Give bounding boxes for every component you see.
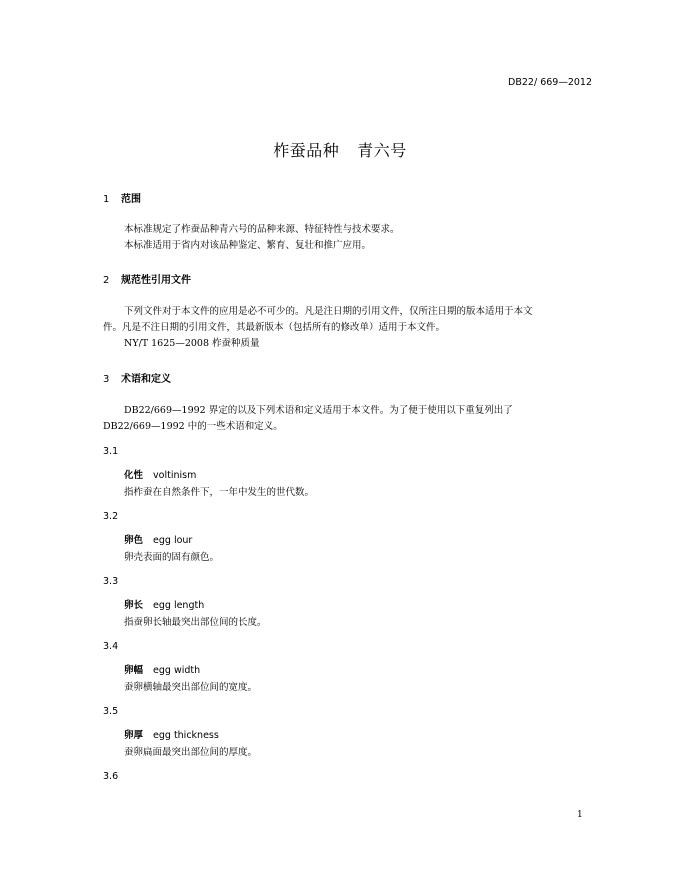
term-number: 3.3: [103, 576, 119, 587]
page-number: 1: [577, 810, 583, 820]
section-title: 范围: [121, 194, 141, 205]
term-number: 3.6: [103, 771, 119, 782]
section-number: 1: [103, 194, 110, 205]
section-3-line-1: DB22/669—1992 界定的以及下列术语和定义适用于本文件。为了便于使用以下重复列出了: [124, 405, 513, 416]
section-1-line-1: 本标准规定了柞蚕品种青六号的品种来源、特征特性与技术要求。: [124, 224, 400, 235]
term-en: egg lour: [153, 535, 193, 546]
title-part-2: 青六号: [357, 141, 407, 160]
term-cn: 卵色: [124, 535, 144, 546]
term-definition: 指蚕卵长轴最突出部位间的长度。: [124, 617, 267, 628]
term-number: 3.4: [103, 641, 119, 652]
term-cn: 卵厚: [124, 730, 144, 741]
section-1-heading: [103, 190, 141, 205]
term-cn: 卵长: [124, 600, 144, 611]
term-entry: [124, 467, 196, 481]
section-3-line-2: DB22/669—1992 中的一些术语和定义。: [103, 421, 283, 432]
term-en: egg thickness: [153, 730, 219, 741]
term-cn: 卵幅: [124, 665, 144, 676]
term-number: 3.1: [103, 446, 119, 457]
section-2-line-3: NY/T 1625—2008 柞蚕种质量: [124, 338, 260, 349]
term-entry: [124, 727, 219, 741]
section-2-line-1: 下列文件对于本文件的应用是必不可少的。凡是注日期的引用文件，仅所注日期的版本适用于本文: [124, 306, 533, 317]
section-2-line-2: 件。凡是不注日期的引用文件，其最新版本（包括所有的修改单）适用于本文件。: [103, 322, 446, 333]
section-title: 术语和定义: [121, 374, 171, 385]
standard-code: DB22/ 669—2012: [508, 77, 592, 88]
section-title: 规范性引用文件: [121, 275, 191, 286]
term-cn: 化性: [124, 470, 144, 481]
term-number: 3.5: [103, 706, 119, 717]
term-definition: 卵壳表面的固有颜色。: [124, 552, 220, 563]
term-entry: [124, 662, 200, 676]
section-3-heading: [103, 370, 171, 385]
term-definition: 蚕卵扁面最突出部位间的厚度。: [124, 747, 258, 758]
section-number: 3: [103, 374, 110, 385]
title-part-1: 柞蚕品种: [273, 141, 340, 160]
term-en: voltinism: [153, 470, 197, 481]
section-2-heading: [103, 271, 191, 286]
document-title: [0, 138, 680, 161]
term-definition: 指柞蚕在自然条件下，一年中发生的世代数。: [124, 487, 315, 498]
term-en: egg length: [153, 600, 205, 611]
term-en: egg width: [153, 665, 201, 676]
section-number: 2: [103, 275, 110, 286]
term-entry: [124, 532, 192, 546]
term-entry: [124, 597, 204, 611]
term-definition: 蚕卵横轴最突出部位间的宽度。: [124, 682, 258, 693]
term-number: 3.2: [103, 511, 119, 522]
section-1-line-2: 本标准适用于省内对该品种鉴定、繁育、复壮和推广应用。: [124, 240, 372, 251]
